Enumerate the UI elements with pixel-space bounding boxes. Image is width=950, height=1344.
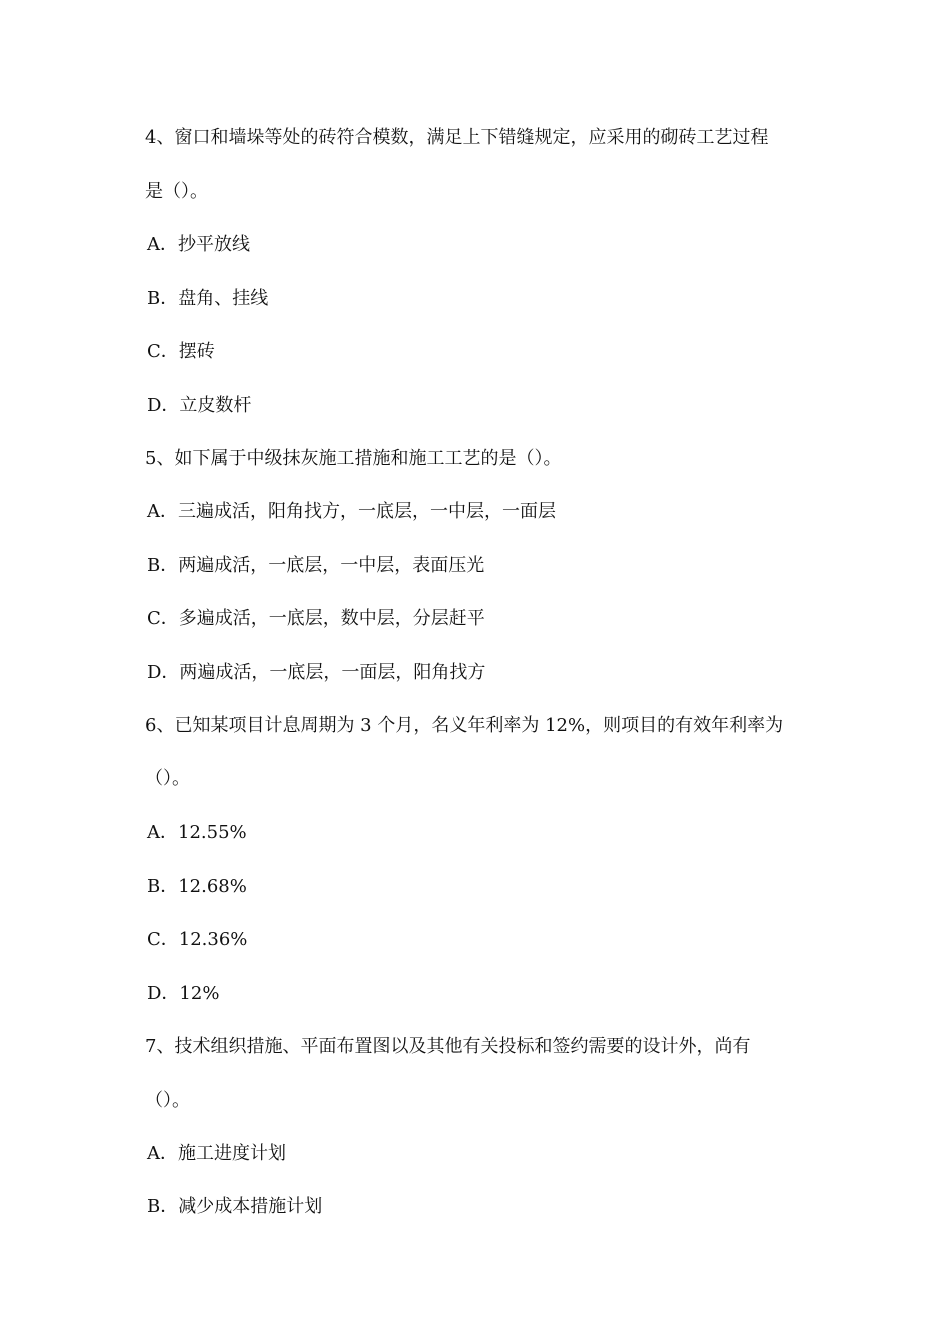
question-6-option-d: D．12% [147, 983, 220, 1004]
question-7-stem-line1: 7、技术组织措施、平面布置图以及其他有关投标和签约需要的设计外，尚有 [145, 1036, 751, 1057]
question-4-option-b: B．盘角、挂线 [147, 288, 269, 309]
question-6-option-a: A．12.55% [147, 822, 247, 843]
question-5-option-c: C．多遍成活，一底层，数中层，分层赶平 [147, 608, 485, 629]
question-5-option-a: A．三遍成活，阳角找方，一底层，一中层，一面层 [147, 501, 556, 522]
question-7-option-b: B．减少成本措施计划 [147, 1196, 323, 1217]
question-4-option-a: A．抄平放线 [147, 234, 250, 255]
question-5-option-d: D．两遍成活，一底层，一面层，阳角找方 [147, 662, 486, 683]
question-5-stem-line1: 5、如下属于中级抹灰施工措施和施工工艺的是（）。 [145, 448, 562, 469]
question-7-stem-line2: （）。 [145, 1090, 190, 1111]
question-5-option-b: B．两遍成活，一底层，一中层，表面压光 [147, 555, 485, 576]
question-6-option-c: C．12.36% [147, 929, 248, 950]
question-6-option-b: B．12.68% [147, 876, 247, 897]
question-7-option-a: A．施工进度计划 [147, 1143, 286, 1164]
question-4-stem-line2: 是（）。 [145, 181, 208, 202]
question-6-stem-line2: （）。 [145, 768, 190, 789]
question-6-stem-line1: 6、已知某项目计息周期为 3 个月，名义年利率为 12%，则项目的有效年利率为 [145, 715, 784, 736]
question-4-option-d: D．立皮数杆 [147, 395, 252, 416]
question-4-option-c: C．摆砖 [147, 341, 215, 362]
question-4-stem-line1: 4、窗口和墙垛等处的砖符合模数，满足上下错缝规定，应采用的砌砖工艺过程 [145, 127, 769, 148]
